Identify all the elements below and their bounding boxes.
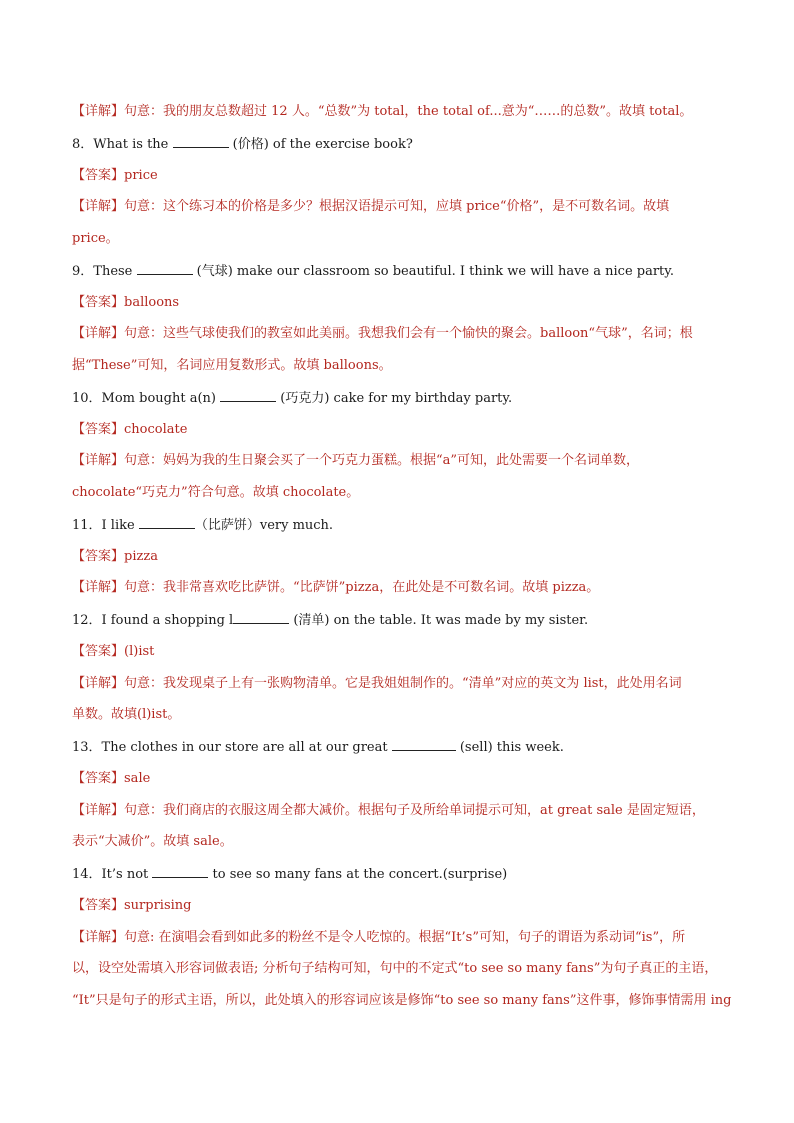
- question-text: (价格) of the exercise book?: [228, 137, 413, 152]
- answer-text: 句意：我非常喜欢吃比萨饼。“比萨饼”pizza，在此处是不可数名词。故填 pizza。: [124, 580, 600, 595]
- text-line: [72, 325, 732, 343]
- answer-text: pizza: [124, 549, 158, 564]
- text-line: [72, 738, 732, 757]
- text-line: [72, 103, 732, 121]
- answer-text: price。: [72, 231, 119, 246]
- question-text: 10．Mom bought a(n): [72, 391, 221, 406]
- answer-text: 句意：这些气球使我们的教室如此美丽。我想我们会有一个愉快的聚会。balloon“气球”，名词；根: [124, 326, 693, 341]
- text-line: [72, 770, 732, 788]
- section-label: 【详解】: [72, 199, 125, 214]
- text-line: [72, 167, 732, 185]
- question-text: (清单) on the table. It was made by my sister.: [289, 613, 589, 628]
- answer-text: 句意：妈妈为我的生日聚会买了一个巧克力蛋糕。根据“a”可知，此处需要一个名词单数，: [124, 453, 640, 468]
- text-line: [72, 643, 732, 661]
- answer-text: chocolate: [124, 422, 188, 437]
- answer-text: 以，设空处需填入形容词做表语; 分析句子结构可知，句中的不定式“to see so many fans”为句子真正的主语，: [72, 961, 718, 976]
- section-label: 【答案】: [72, 295, 125, 310]
- answer-blank: [233, 611, 289, 624]
- text-line: [72, 706, 732, 724]
- text-line: [72, 611, 732, 630]
- section-label: 【答案】: [72, 771, 125, 786]
- section-label: 【详解】: [72, 676, 125, 691]
- question-text: 12．I found a shopping l: [72, 613, 234, 628]
- answer-blank: [392, 738, 456, 751]
- text-line: [72, 421, 732, 439]
- text-line: [72, 516, 732, 535]
- section-label: 【详解】: [72, 803, 125, 818]
- question-text: 9．These: [72, 264, 137, 279]
- text-line: [72, 484, 732, 502]
- question-text: 8．What is the: [72, 137, 173, 152]
- answer-blank: [139, 516, 195, 529]
- text-line: [72, 230, 732, 248]
- text-line: [72, 992, 732, 1010]
- answer-text: balloons: [124, 295, 180, 310]
- text-line: [72, 198, 732, 216]
- text-line: [72, 960, 732, 978]
- text-line: [72, 802, 732, 820]
- answer-text: 表示“大减价”。故填 sale。: [72, 834, 233, 849]
- section-label: 【详解】: [72, 104, 125, 119]
- answer-blank: [137, 262, 193, 275]
- text-line: [72, 548, 732, 566]
- answer-text: 句意：这个练习本的价格是多少？根据汉语提示可知，应填 price“价格”，是不可数名词。故填: [124, 199, 670, 214]
- text-line: [72, 929, 732, 947]
- section-label: 【答案】: [72, 422, 125, 437]
- text-line: [72, 897, 732, 915]
- text-line: [72, 389, 732, 408]
- answer-text: 句意：我的朋友总数超过 12 人。“总数”为 total，the total of...意为“……的总数”。故填 total。: [124, 104, 693, 119]
- answer-blank: [152, 865, 208, 878]
- question-text: 11．I like: [72, 518, 139, 533]
- answer-text: 句意：我们商店的衣服这周全都大减价。根据句子及所给单词提示可知，at great sale 是固定短语，: [124, 803, 705, 818]
- section-label: 【答案】: [72, 549, 125, 564]
- question-text: 14．It’s not: [72, 867, 153, 882]
- question-text: (sell) this week.: [455, 740, 564, 755]
- text-line: [72, 135, 732, 154]
- answer-text: (l)ist: [124, 644, 155, 659]
- section-label: 【详解】: [72, 453, 125, 468]
- question-text: (巧克力) cake for my birthday party.: [276, 391, 513, 406]
- section-label: 【答案】: [72, 168, 125, 183]
- section-label: 【详解】: [72, 930, 125, 945]
- answer-text: 据“These”可知，名词应用复数形式。故填 balloons。: [72, 358, 392, 373]
- text-line: [72, 452, 732, 470]
- text-line: [72, 262, 732, 281]
- answer-text: price: [124, 168, 158, 183]
- answer-blank: [220, 389, 276, 402]
- answer-text: sale: [124, 771, 151, 786]
- answer-text: surprising: [124, 898, 192, 913]
- answer-text: 句意：我发现桌子上有一张购物清单。它是我姐姐制作的。“清单”对应的英文为 list，此处用名词: [124, 676, 682, 691]
- text-line: [72, 357, 732, 375]
- question-text: to see so many fans at the concert.(surprise): [208, 867, 508, 882]
- text-line: [72, 579, 732, 597]
- question-text: (气球) make our classroom so beautiful. I think we will have a nice party.: [192, 264, 675, 279]
- section-label: 【答案】: [72, 898, 125, 913]
- section-label: 【详解】: [72, 326, 125, 341]
- question-text: 13．The clothes in our store are all at our great: [72, 740, 392, 755]
- answer-text: 句意: 在演唱会看到如此多的粉丝不是令人吃惊的。根据“It’s”可知，句子的谓语为系动词“is”，所: [124, 930, 686, 945]
- question-text: （比萨饼）very much.: [194, 518, 334, 533]
- section-label: 【详解】: [72, 580, 125, 595]
- answer-text: chocolate“巧克力”符合句意。故填 chocolate。: [72, 485, 360, 500]
- text-line: [72, 294, 732, 312]
- answer-text: “It”只是句子的形式主语，所以，此处填入的形容词应该是修饰“to see so many fans”这件事，修饰事情需用 ing: [72, 993, 732, 1008]
- answer-text: 单数。故填(l)ist。: [72, 707, 181, 722]
- text-line: [72, 865, 732, 884]
- text-line: [72, 833, 732, 851]
- text-line: [72, 675, 732, 693]
- section-label: 【答案】: [72, 644, 125, 659]
- answer-blank: [173, 135, 229, 148]
